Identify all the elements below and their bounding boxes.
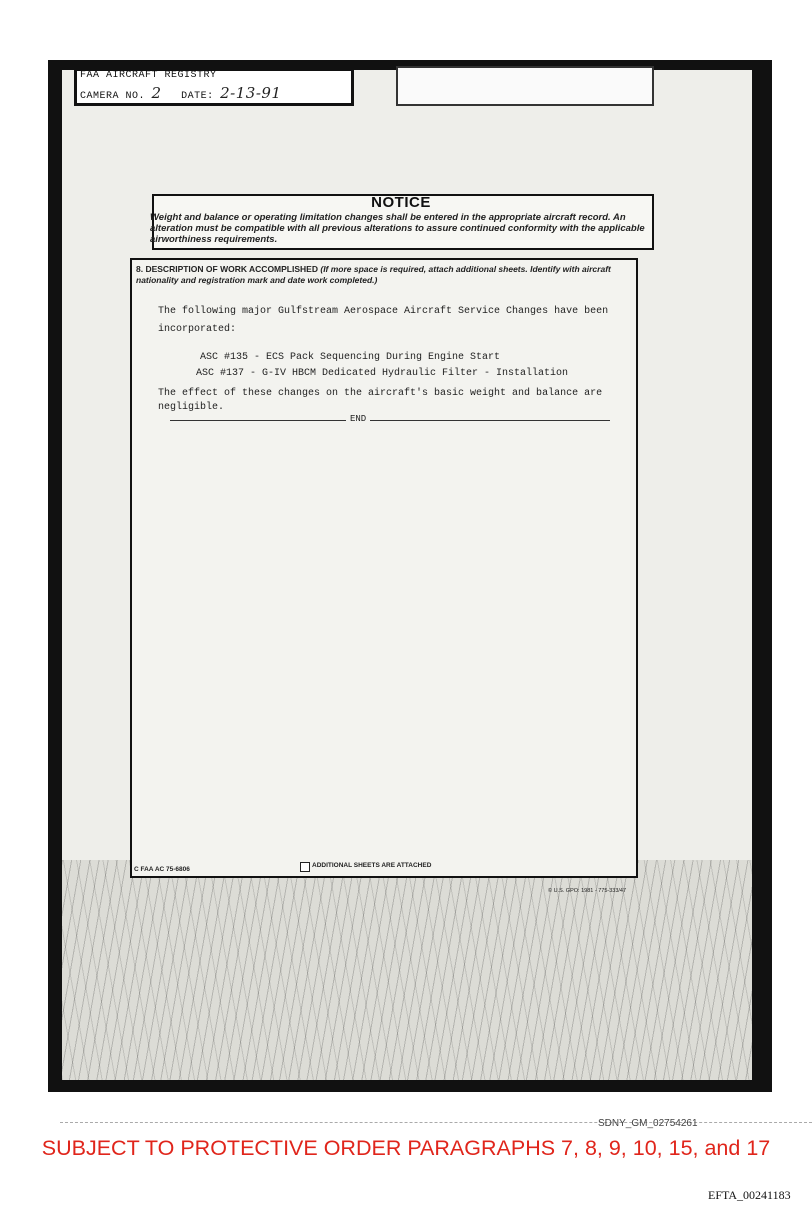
asc-item: ASC #135 - ECS Pack Sequencing During Engine Start bbox=[200, 352, 501, 363]
intro-line-1: The following major Gulfstream Aerospace Aircraft Service Changes have been bbox=[158, 306, 609, 317]
stamp-date-label: DATE: bbox=[181, 91, 214, 102]
intro-line-2: incorporated: bbox=[158, 324, 237, 335]
footer-rule bbox=[60, 1122, 812, 1123]
efta-number: EFTA_00241183 bbox=[708, 1188, 791, 1202]
stamp-date-value: 2-13-91 bbox=[220, 84, 282, 102]
effect-line-1: The effect of these changes on the aircraft's basic weight and balance are bbox=[158, 388, 603, 399]
stamp-camera-date bbox=[80, 84, 281, 102]
protective-order-notice: SUBJECT TO PROTECTIVE ORDER PARAGRAPHS 7, 8, 9, 10, 15, and 17 bbox=[41, 1136, 771, 1160]
end-label: END bbox=[346, 414, 370, 424]
stamp-camera-number: 2 bbox=[151, 84, 162, 102]
gpo-imprint: © U.S. GPO: 1981 - 775-333/47 bbox=[548, 888, 627, 894]
scan-noise-area bbox=[62, 860, 752, 1080]
notice-body: Weight and balance or operating limitation changes shall be entered in the appropriate aircraft record. An alteration must be compatible with all previous alterations to assure continued conformity with the applicable airworthiness requirements. bbox=[150, 212, 645, 245]
effect-line-2: negligible. bbox=[158, 402, 225, 413]
additional-sheets-label: ADDITIONAL SHEETS ARE ATTACHED bbox=[312, 862, 432, 869]
bates-number: SDNY_GM_02754261 bbox=[598, 1118, 698, 1129]
end-rule bbox=[170, 420, 610, 421]
form-number: C FAA AC 75-6806 bbox=[134, 866, 190, 873]
blank-header-box bbox=[396, 66, 654, 106]
stamp-camera-label: CAMERA NO. bbox=[80, 91, 146, 102]
additional-sheets-checkbox[interactable] bbox=[300, 862, 310, 872]
asc-item: ASC #137 - G-IV HBCM Dedicated Hydraulic Filter - Installation bbox=[196, 368, 569, 379]
section-8-instructions: (If more space is required, attach additional sheets. Identify with aircraft nationality and registration mark and date work completed.) bbox=[136, 264, 611, 285]
stamp-registry-label: FAA AIRCRAFT REGISTRY bbox=[80, 70, 217, 81]
section-8-title: 8. DESCRIPTION OF WORK ACCOMPLISHED bbox=[136, 264, 318, 274]
section-8-heading bbox=[136, 264, 630, 286]
description-of-work-box bbox=[130, 258, 638, 878]
notice-title: NOTICE bbox=[371, 194, 431, 211]
